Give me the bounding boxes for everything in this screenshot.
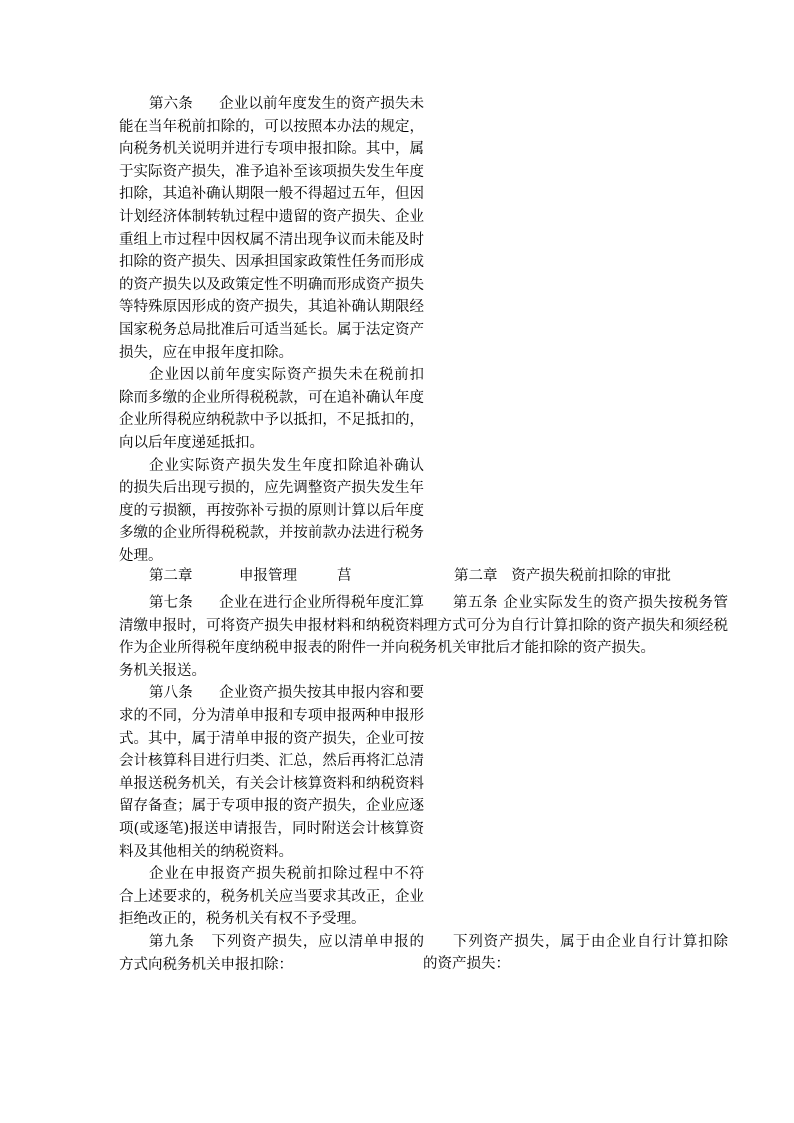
article-6 [119,93,424,364]
article-7-text: 企业在进行企业所得税年度汇算清缴申报时，可将资产损失申报材料和纳税资料作为企业所得税年度纳税申报表的附件一并向税务机关报送。 [119,595,425,679]
right-chapter-number: 第二章 [454,568,498,584]
article-8-text: 企业资产损失按其申报内容和要求的不同，分为清单申报和专项申报两种申报形式。其中，属于清单申报的资产损失，企业可按会计核算科目进行归类、汇总，然后再将汇总清单报送税务机关，有关会计核算资料和纳税资料留存备查；属于专项申报的资产损失，企业应逐项(或逐笔)报送申请报告，同时附送会计核算资料及其他相关的纳税资料。 [119,685,425,860]
left-chapter-number: 第二章 [149,568,193,584]
article-5 [423,592,728,660]
right-chapter-heading [454,565,671,587]
left-column-top [119,93,424,567]
left-chapter-title: 申报管理 [239,568,297,584]
article-6-paragraph-2: 企业因以前年度实际资产损失未在税前扣除而多缴的企业所得税税款，可在追补确认年度企业所得税应纳税款中予以抵扣，不足抵扣的，向以后年度递延抵扣。 [119,367,424,451]
article-9-text: 下列资产损失，应以清单申报的方式向税务机关申报扣除： [119,933,425,973]
article-6-paragraph-3: 企业实际资产损失发生年度扣除追补确认的损失后出现亏损的，应先调整资产损失发生年度的亏损额，再按弥补亏损的原则计算以后年度多缴的企业所得税税款，并按前款办法进行税务处理。 [119,457,424,564]
right-chapter-title: 资产损失税前扣除的审批 [511,568,671,584]
right-column [423,592,728,976]
article-5-text: 企业实际发生的资产损失按税务管理方式可分为自行计算扣除的资产损失和须经税务机关审批后才能扣除的资产损失。 [423,595,729,657]
left-chapter-mark: 莒 [337,568,352,584]
left-column-bottom [119,592,424,976]
article-8 [119,682,424,863]
article-9-label: 第九条 [149,933,195,950]
right-last-paragraph: 下列资产损失，属于由企业自行计算扣除的资产损失： [423,933,728,973]
article-9 [119,931,424,976]
article-6-label: 第六条 [149,96,193,112]
article-7-label: 第七条 [149,595,193,611]
article-8-paragraph-2: 企业在申报资产损失税前扣除过程中不符合上述要求的，税务机关应当要求其改正，企业拒绝改正的，税务机关有权不予受理。 [119,866,424,928]
article-6-text: 企业以前年度发生的资产损失未能在当年税前扣除的，可以按照本办法的规定，向税务机关说明并进行专项申报扣除。其中，属于实际资产损失，准予追补至该项损失发生年度扣除，其追补确认期限一般不得超过五年，但因计划经济体制转轨过程中遗留的资产损失、企业重组上市过程中因权属不清出现争议而未能及时扣除的资产损失、因承担国家政策性任务而形成的资产损失以及政策定性不明确而形成资产损失等特殊原因形成的资产损失，其追补确认期限经国家税务总局批准后可适当延长。属于法定资产损失，应在申报年度扣除。 [119,96,425,361]
article-7 [119,592,424,682]
article-5-label: 第五条 [453,595,499,611]
article-8-label: 第八条 [149,685,193,702]
right-column-spacer [423,660,728,931]
